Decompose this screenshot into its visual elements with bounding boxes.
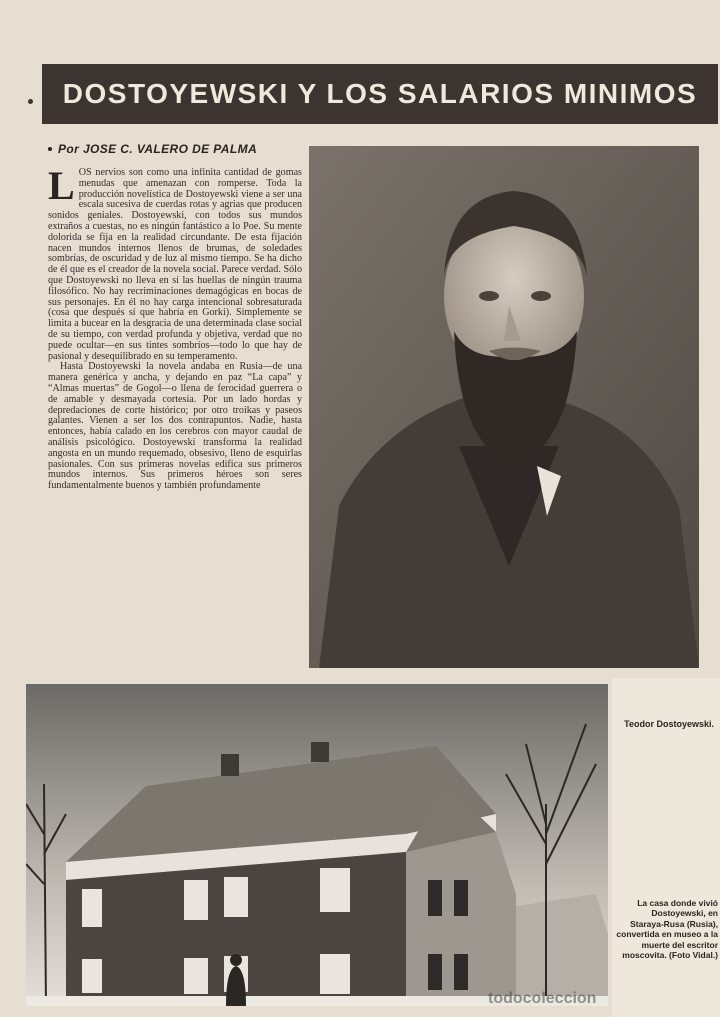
article-body [48,168,302,666]
headline-band [42,64,718,124]
byline [48,142,308,156]
article-paragraph-2: Hasta Dostoyewski la novela andaba en Rusia—de una manera genérica y ancha, y dejando en paz “La capa” y “Almas muertas” de Gogol—o llena de ferocidad guerrera o de amable y desmayada cortesía. Por un lado hordas y depredaciones de corte histórico; por otro troikas y paseos galantes. Vienen a ser los dos contrapuntos. Nadie, hasta entonces, había calado en los cerebros con mayor caudal de análisis psicológico. Dostoyewski transforma la realidad angosta en un mundo requemado, obsesivo, lleno de esquirlas pasionales. Con sus primeras novelas edifica sus primeros mundos internos. Sus primeros héroes son seres fundamentalmente buenos y también profundamente [48,361,302,492]
byline-text: Por JOSE C. VALERO DE PALMA [58,142,258,156]
portrait-image [309,146,699,668]
article-paragraph-1 [48,168,302,362]
house-photo [26,684,608,1006]
house-image [26,684,608,1006]
byline-bullet [48,147,52,151]
watermark: todocoleccion [488,990,597,1007]
decorative-dot [28,99,33,104]
headline: DOSTOYEWSKI Y LOS SALARIOS MINIMOS [62,78,698,109]
house-caption: La casa donde vivió Dostoyewski, en Staraya-Rusa (Rusia), convertida en museo a la muerte del escritor moscovita. (Foto Vidal.) [616,898,718,961]
article-paragraph-1-text: OS nervios son como una infinita cantidad de gomas menudas que amenazan con romperse. Toda la producción novelística de Dostoyewski viene a ser una escala sucesiva de cuerdas rotas y agrias que producen sonidos geniales. Dostoyewski, con todos sus mundos extraños a cuestas, no es ningún fantástico a lo Poe. Su mente dolorida se fija en la realidad circundante. De esta fijación nacen mundos internos llenos de brumas, de soledades sombrías, de oscuridad y de luz al mismo tiempo. Se ha dicho de él que es el creador de la novela social. Parece verdad. Sólo que Dostoyewski no lleva en sí las huellas de ningún trauma filosófico. No hay recriminaciones demagógicas en bocas de sus personajes. En él no hay carga intencional sobresaturada (cosa que después sí que habría en Gorki). Simplemente se limita a bucear en la desgracia de una determinada clase social de su tiempo, con verdad profunda y objetiva, verdad que no puede ocultar—en sus tintes sombríos—todo lo que hay de pasional y desequilibrado en su temperamento. [48,168,302,362]
drop-cap: L [48,168,75,208]
portrait-photo [309,146,699,668]
portrait-caption: Teodor Dostoyewski. [624,719,714,729]
